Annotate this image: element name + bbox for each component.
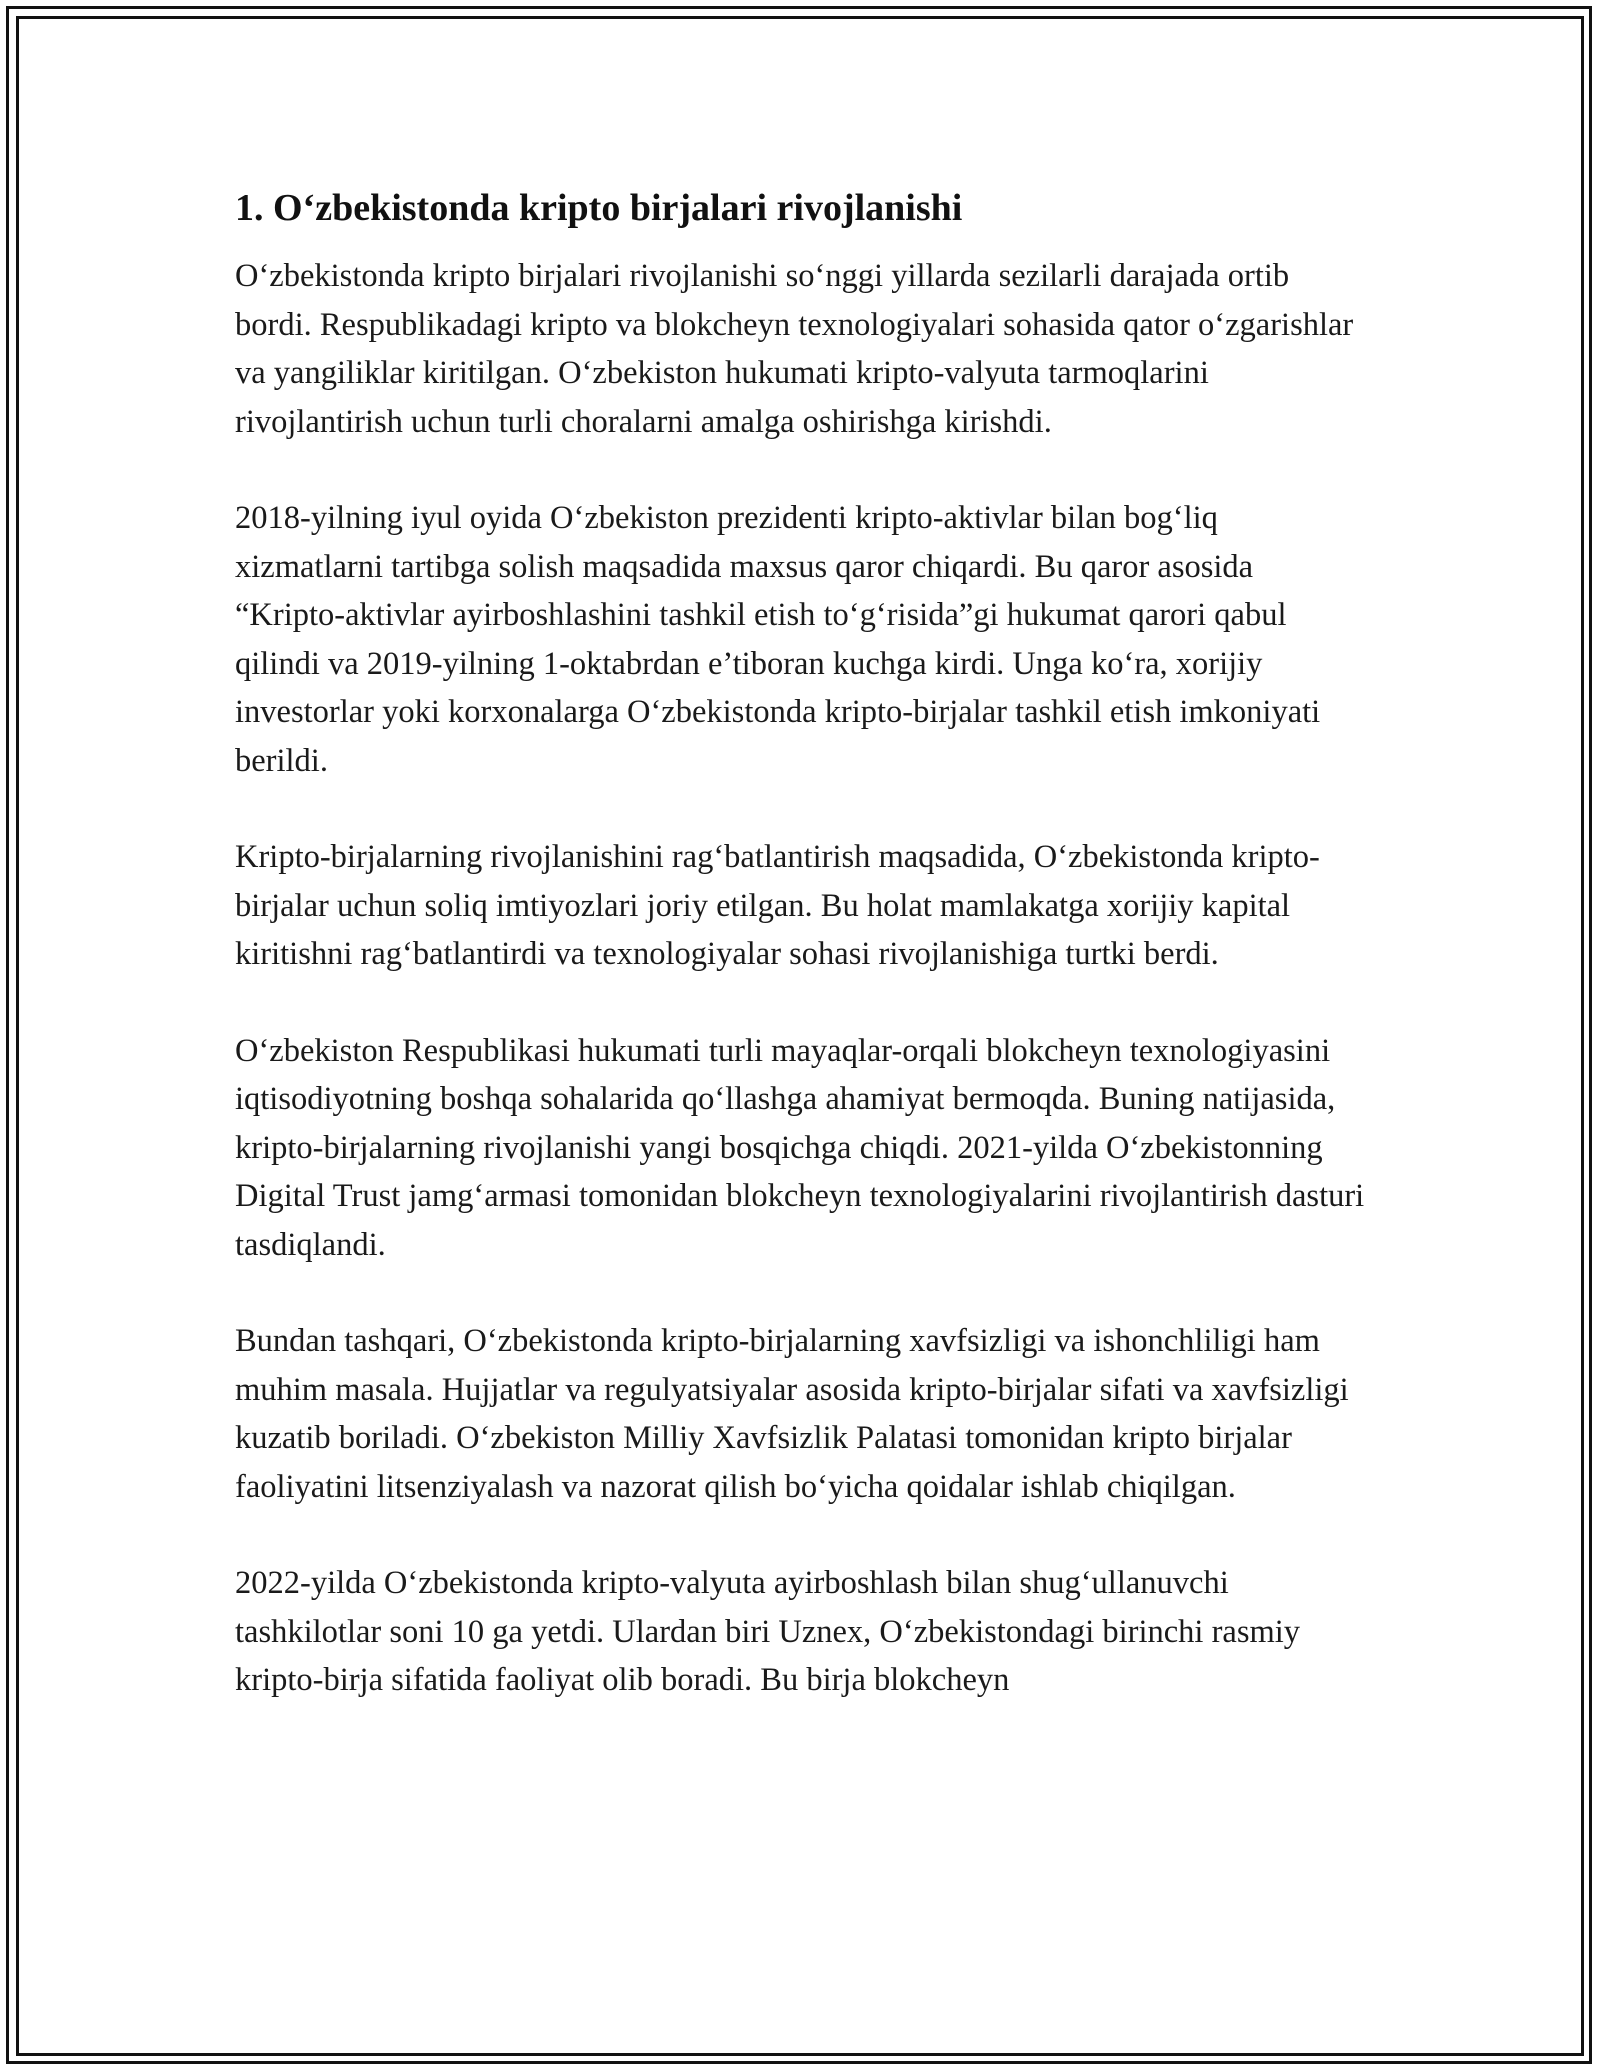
paragraph-3: Kripto-birjalarning rivojlanishini rag‘batlantirish maqsadida, O‘zbekistonda kripto-birjalar uchun soliq imtiyozlari joriy etilgan. Bu holat mamlakatga xorijiy kapital kiritishni rag‘batlantirdi va texnologiyalar sohasi rivojlanishiga turtki berdi.	[235, 839, 1320, 972]
paragraph-1: O‘zbekistonda kripto birjalari rivojlanishi so‘nggi yillarda sezilarli darajada ortib bordi. Respublikadagi kripto va blokcheyn texnologiyalari sohasida qator o‘zgarishlar va yangiliklar kiritilgan. O‘zbekiston hukumati kripto-valyuta tarmoqlarini rivojlantirish uchun turli choralarni amalga oshirishga kirishdi.	[235, 258, 1354, 440]
paragraph-6: 2022-yilda O‘zbekistonda kripto-valyuta ayirboshlash bilan shug‘ullanuvchi tashkilotlar soni 10 ga yetdi. Ulardan biri Uznex, O‘zbekistondagi birinchi rasmiy kripto-birja sifatida faoliyat olib boradi. Bu birja blokcheyn	[235, 1565, 1301, 1698]
paragraph-5: Bundan tashqari, O‘zbekistonda kripto-birjalarning xavfsizligi va ishonchliligi ham muhim masala. Hujjatlar va regulyatsiyalar asosida kripto-birjalar sifati va xavfsizligi kuzatib boriladi. O‘zbekiston Milliy Xavfsizlik Palatasi tomonidan kripto birjalar faoliyatini litsenziyalash va nazorat qilish bo‘yicha qoidalar ishlab chiqilgan.	[235, 1323, 1349, 1505]
paragraph-2: 2018-yilning iyul oyida O‘zbekiston prezidenti kripto-aktivlar bilan bog‘liq xizmatlarni tartibga solish maqsadida maxsus qaror chiqardi. Bu qaror asosida “Kripto-aktivlar ayirboshlashini tashkil etish to‘g‘risida”gi hukumat qarori qabul qilindi va 2019-yilning 1-oktabrdan e’tiboran kuchga kirdi. Unga ko‘ra, xorijiy investorlar yoki korxonalarga O‘zbekistonda kripto-birjalar tashkil etish imkoniyati berildi.	[235, 500, 1321, 779]
section-heading: 1. O‘zbekistonda kripto birjalari rivojlanishi	[235, 187, 963, 229]
document-body	[235, 184, 1365, 1705]
paragraph-4: O‘zbekiston Respublikasi hukumati turli mayaqlar-orqali blokcheyn texnologiyasini iqtisodiyotning boshqa sohalarida qo‘llashga ahamiyat bermoqda. Buning natijasida, kripto-birjalarning rivojlanishi yangi bosqichga chiqdi. 2021-yilda O‘zbekistonning Digital Trust jamg‘armasi tomonidan blokcheyn texnologiyalarini rivojlantirish dasturi tasdiqlandi.	[235, 1032, 1365, 1263]
